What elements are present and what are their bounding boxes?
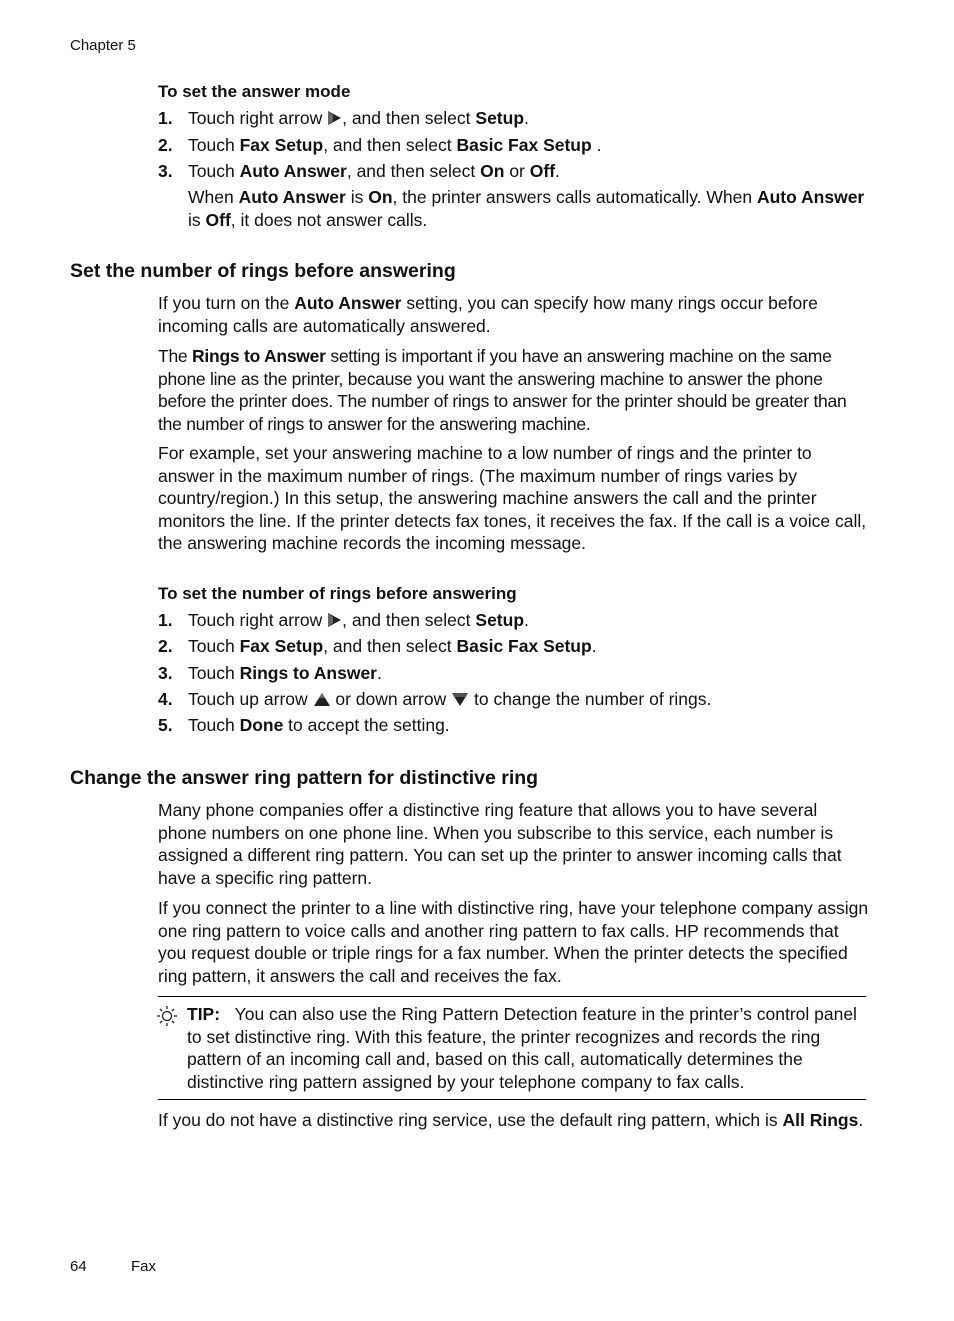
step-1-rings: 1. Touch right arrow , and then select Setup. (158, 610, 529, 630)
lightbulb-icon (156, 1005, 178, 1027)
distinctive-paragraph-2: If you connect the printer to a line with distinctive ring, have your telephone company assign one ring pattern to voice calls and another ring pattern to fax calls. HP recommends that you request double or triple rings for a fax number. When the printer detects the specified ring pattern, it answers the call and receives the fax. (158, 898, 869, 986)
footer-section-name: Fax (131, 1258, 157, 1275)
tip-top-rule (158, 996, 866, 997)
section-heading-distinctive-ring: Change the answer ring pattern for distinctive ring (70, 767, 539, 789)
step-2-rings: 2. Touch Fax Setup, and then select Basic Fax Setup. (158, 636, 597, 656)
right-arrow-icon (327, 110, 342, 126)
step-number: 1. (158, 108, 173, 128)
step-2-answer-mode: 2. Touch Fax Setup, and then select Basic Fax Setup . (158, 135, 602, 155)
step-1-answer-mode: 1. Touch right arrow , and then select Setup. (158, 108, 529, 128)
page-number: 64 (70, 1258, 87, 1275)
rings-paragraph-3: For example, set your answering machine to a low number of rings and the printer to answer in the maximum number of rings. (The maximum number of rings varies by country/region.) In this setup, the answering machine answers the call and the printer monitors the line. If the printer detects fax tones, it receives the fax. If the call is a voice call, the answering machine records the incoming message. (158, 443, 867, 553)
chapter-header: Chapter 5 (70, 37, 136, 54)
right-arrow-icon (327, 612, 342, 628)
step-4-rings: 4. Touch up arrow or down arrow to change the number of rings. (158, 689, 712, 709)
distinctive-paragraph-1: Many phone companies offer a distinctive ring feature that allows you to have several phone numbers on one phone line. When you subscribe to this service, each number is assigned a different ring pattern. You can set up the printer to answer incoming calls that have a specific ring pattern. (158, 800, 842, 888)
down-arrow-icon (451, 692, 469, 707)
distinctive-paragraph-3: If you do not have a distinctive ring service, use the default ring pattern, which is All Rings. (158, 1110, 864, 1130)
procedure-title-rings: To set the number of rings before answering (158, 584, 517, 603)
up-arrow-icon (313, 692, 331, 707)
rings-paragraph-1: If you turn on the Auto Answer setting, you can specify how many rings occur before incoming calls are automatically answered. (158, 293, 818, 336)
tip-bottom-rule (158, 1099, 866, 1100)
tip-text: TIP: You can also use the Ring Pattern Detection feature in the printer’s control panel to set distinctive ring. With this feature, the printer recognizes and records the ring pattern of an incoming call and, based on this call, automatically determines the distinctive ring pattern assigned by your telephone company to fax calls. (187, 1004, 857, 1092)
section-heading-rings: Set the number of rings before answering (70, 260, 456, 282)
tip-label: TIP: (187, 1004, 221, 1024)
step-5-rings: 5. Touch Done to accept the setting. (158, 715, 450, 735)
procedure-title-answer-mode: To set the answer mode (158, 82, 351, 101)
step-3-rings: 3. Touch Rings to Answer. (158, 663, 382, 683)
step-3-answer-mode: 3. Touch Auto Answer, and then select On or Off. (158, 161, 560, 181)
auto-answer-note: When Auto Answer is On, the printer answers calls automatically. When Auto Answer is Off, it does not answer calls. (188, 187, 865, 230)
rings-paragraph-2: The Rings to Answer setting is important if you have an answering machine on the same phone line as the printer, because you want the answering machine to answer the phone before the printer does. The number of rings to answer for the printer should be greater than the number of rings to answer for the answering machine. (158, 346, 847, 434)
